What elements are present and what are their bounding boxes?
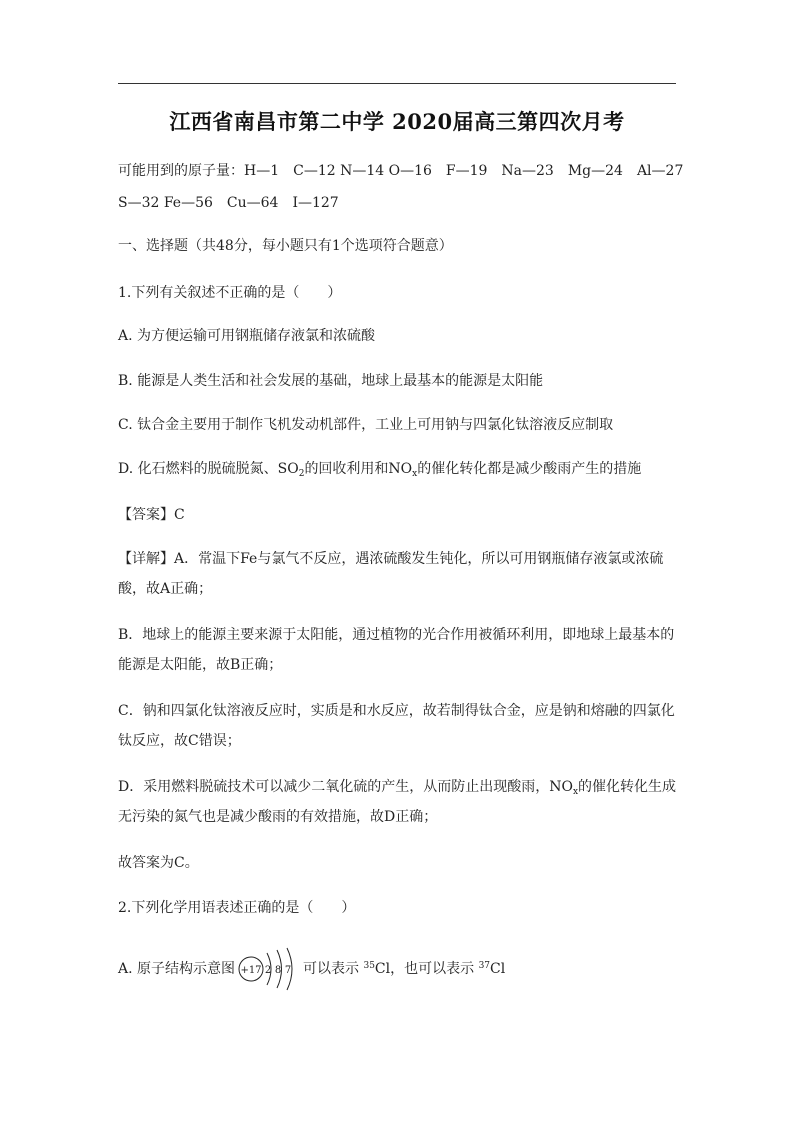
- explanation-d-text-2: 的催化转化生成: [578, 779, 677, 795]
- option-d-subscript-2: x: [412, 469, 418, 479]
- explanation-c-line-1: C．钠和四氯化钛溶液反应时，实质是和水反应，故若制得钛合金，应是钠和熔融的四氯化: [118, 703, 675, 719]
- option-a-text-1: 可以表示: [303, 961, 360, 977]
- page-title: 江西省南昌市第二中学 2020届高三第四次月考: [169, 109, 625, 134]
- explanation-d-line-2: 无污染的氮气也是减少酸雨的有效措施，故D正确；: [118, 809, 438, 825]
- explanation-d-text-1: D．采用燃料脱硫技术可以减少二氧化硫的产生，从而防止出现酸雨，NO: [118, 779, 573, 795]
- section-title: 一、选择题（共48分，每小题只有1个选项符合题意）: [118, 238, 453, 254]
- explanation-d-line-1: [118, 776, 688, 797]
- question-1-option-b: B. 能源是人类生活和社会发展的基础，地球上最基本的能源是太阳能: [118, 373, 544, 389]
- nucleus-charge: +17: [240, 965, 262, 976]
- isotope-mass-37: 37: [478, 961, 491, 971]
- option-a-text-3: Cl: [490, 961, 506, 977]
- option-a-text-2: Cl，也可以表示: [374, 961, 475, 977]
- explanation-a-line-1: 【详解】A．常温下Fe与氯气不反应，遇浓硫酸发生钝化，所以可用钢瓶储存液氯或浓硫: [118, 551, 664, 567]
- question-2-stem: 2.下列化学用语表述正确的是（ ）: [118, 900, 356, 916]
- isotope-mass-35: 35: [363, 961, 375, 971]
- explanation-a-line-2: 酸，故A正确；: [118, 581, 213, 597]
- option-d-subscript-1: 2: [298, 469, 305, 479]
- option-d-text-1: D. 化石燃料的脱硫脱氮、SO: [118, 461, 299, 477]
- question-1-conclusion: 故答案为C。: [118, 855, 199, 871]
- option-a-label: A. 原子结构示意图: [118, 961, 236, 977]
- explanation-d-subscript: x: [572, 787, 579, 797]
- explanation-b-line-1: B．地球上的能源主要来源于太阳能，通过植物的光合作用被循环利用，即地球上最基本的: [118, 627, 675, 643]
- explanation-c-line-2: 钛反应，故C错误；: [118, 733, 241, 749]
- question-1-option-d: [118, 458, 688, 479]
- question-2-option-a: [118, 944, 688, 991]
- option-d-text-2: 的回收利用和NO: [304, 461, 413, 477]
- question-1-stem: 1.下列有关叙述不正确的是（ ）: [118, 285, 342, 301]
- atomic-masses-line-1: 可能用到的原子量：H—1 C—12 N—14 O—16 F—19 Na—23 Mg—24 Al—27: [118, 163, 684, 179]
- explanation-b-line-2: 能源是太阳能，故B正确；: [118, 657, 283, 673]
- question-1-answer: 【答案】C: [118, 507, 185, 523]
- shell-2-electrons: 8: [274, 965, 282, 976]
- shell-3-electrons: 7: [284, 965, 292, 976]
- question-1-option-c: C. 钛合金主要用于制作飞机发动机部件，工业上可用钠与四氯化钛溶液反应制取: [118, 417, 614, 433]
- question-1-option-a: A. 为方便运输可用钢瓶储存液氯和浓硫酸: [118, 328, 376, 344]
- shell-1-electrons: 2: [264, 965, 272, 976]
- header-rule: [118, 83, 676, 84]
- atomic-masses-line-2: S—32 Fe—56 Cu—64 I—127: [118, 195, 339, 211]
- atom-structure-diagram: [237, 947, 301, 991]
- option-d-text-3: 的催化转化都是减少酸雨产生的措施: [417, 461, 642, 477]
